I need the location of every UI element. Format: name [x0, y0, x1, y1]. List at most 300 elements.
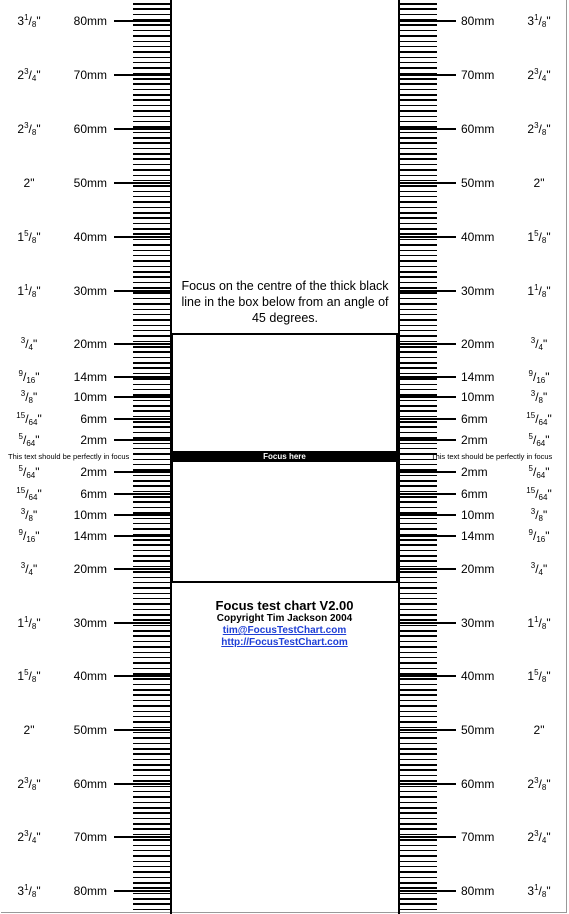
ruler-minor-tick-left — [133, 292, 170, 294]
ruler-minor-tick-left — [133, 839, 170, 841]
ruler-major-tick-right — [400, 514, 456, 516]
inch-label-left: $^9/_{16}$" — [18, 369, 40, 385]
ruler-minor-tick-right — [400, 400, 437, 402]
ruler-minor-tick-right — [400, 201, 437, 203]
ruler-minor-tick-left — [133, 260, 170, 262]
ruler-minor-tick-left — [133, 201, 170, 203]
ruler-minor-tick-left — [133, 459, 170, 461]
ruler-major-tick-right — [400, 290, 456, 292]
ruler-minor-tick-left — [133, 35, 170, 37]
ruler-minor-tick-left — [133, 244, 170, 246]
ruler-minor-tick-left — [133, 737, 170, 739]
ruler-minor-tick-left — [133, 753, 170, 755]
ruler-minor-tick-right — [400, 303, 437, 305]
ruler-minor-tick-left — [133, 828, 170, 830]
inch-label-left: $1^5/_8$" — [17, 668, 41, 684]
ruler-minor-tick-left — [133, 705, 170, 707]
ruler-minor-tick-right — [400, 94, 437, 96]
ruler-minor-tick-right — [400, 861, 437, 863]
mm-label-right: 30mm — [461, 284, 495, 298]
ruler-major-tick-right — [400, 783, 456, 785]
ruler-major-tick-right — [400, 471, 456, 473]
ruler-major-tick-left — [114, 622, 170, 624]
ruler-minor-tick-left — [133, 298, 170, 300]
ruler-minor-tick-right — [400, 593, 437, 595]
ruler-minor-tick-left — [133, 571, 170, 573]
ruler-minor-tick-right — [400, 603, 437, 605]
ruler-minor-tick-right — [400, 630, 437, 632]
mm-label-left: 60mm — [73, 122, 107, 136]
ruler-minor-tick-left — [133, 577, 170, 579]
mm-label-left: 70mm — [73, 68, 107, 82]
ruler-minor-tick-right — [400, 839, 437, 841]
ruler-minor-tick-right — [400, 46, 437, 48]
ruler-minor-tick-left — [133, 560, 170, 562]
ruler-minor-tick-left — [133, 818, 170, 820]
ruler-minor-tick-right — [400, 464, 437, 466]
inch-label-right: $^5/_{64}$" — [528, 464, 550, 480]
ruler-minor-tick-left — [133, 528, 170, 530]
mm-label-left: 80mm — [73, 884, 107, 898]
ruler-minor-tick-left — [133, 169, 170, 171]
inch-label-left: 2" — [23, 723, 35, 737]
ruler-minor-tick-right — [400, 142, 437, 144]
ruler-minor-tick-right — [400, 432, 437, 434]
ruler-major-tick-left — [114, 396, 170, 398]
ruler-major-tick-right — [400, 729, 456, 731]
mm-label-left: 50mm — [73, 176, 107, 190]
mm-label-right: 80mm — [461, 14, 495, 28]
mm-label-right: 40mm — [461, 230, 495, 244]
ruler-minor-tick-left — [133, 485, 170, 487]
mm-label-left: 20mm — [73, 562, 107, 576]
inch-label-right: $1^1/_8$" — [527, 615, 551, 631]
ruler-minor-tick-left — [133, 158, 170, 160]
ruler-minor-tick-left — [133, 464, 170, 466]
ruler-minor-tick-right — [400, 555, 437, 557]
ruler-minor-tick-right — [400, 855, 437, 857]
mm-label-left: 2mm — [80, 465, 107, 479]
ruler-minor-tick-right — [400, 292, 437, 294]
ruler-minor-tick-left — [133, 330, 170, 332]
ruler-major-tick-right — [400, 74, 456, 76]
ruler-minor-tick-right — [400, 812, 437, 814]
ruler-minor-tick-left — [133, 635, 170, 637]
ruler-minor-tick-right — [400, 764, 437, 766]
ruler-minor-tick-left — [133, 116, 170, 118]
ruler-minor-tick-right — [400, 282, 437, 284]
inch-label-left: $3^1/_8$" — [17, 883, 41, 899]
ruler-minor-tick-right — [400, 866, 437, 868]
ruler-minor-tick-right — [400, 769, 437, 771]
ruler-minor-tick-left — [133, 630, 170, 632]
ruler-minor-tick-right — [400, 775, 437, 777]
mm-label-left: 10mm — [73, 390, 107, 404]
mm-label-right: 50mm — [461, 723, 495, 737]
ruler-minor-tick-right — [400, 330, 437, 332]
ruler-minor-tick-left — [133, 228, 170, 230]
mm-label-right: 6mm — [461, 412, 488, 426]
ruler-minor-tick-left — [133, 164, 170, 166]
ruler-minor-tick-right — [400, 539, 437, 541]
ruler-minor-tick-left — [133, 346, 170, 348]
ruler-minor-tick-right — [400, 309, 437, 311]
ruler-minor-tick-left — [133, 893, 170, 895]
ruler-major-tick-right — [400, 836, 456, 838]
ruler-minor-tick-left — [133, 223, 170, 225]
ruler-minor-tick-right — [400, 705, 437, 707]
mm-label-left: 70mm — [73, 830, 107, 844]
ruler-minor-tick-right — [400, 410, 437, 412]
ruler-minor-tick-right — [400, 24, 437, 26]
ruler-major-tick-right — [400, 128, 456, 130]
ruler-minor-tick-left — [133, 94, 170, 96]
ruler-minor-tick-right — [400, 175, 437, 177]
ruler-minor-tick-left — [133, 871, 170, 873]
ruler-minor-tick-left — [133, 266, 170, 268]
inch-label-right: $^{15}/_{64}$" — [526, 411, 552, 427]
mm-label-right: 14mm — [461, 529, 495, 543]
inch-label-right: $1^1/_8$" — [527, 283, 551, 299]
inch-label-right: $2^3/_4$" — [527, 67, 551, 83]
ruler-minor-tick-left — [133, 373, 170, 375]
mm-label-left: 50mm — [73, 723, 107, 737]
mm-label-left: 30mm — [73, 284, 107, 298]
ruler-minor-tick-left — [133, 325, 170, 327]
ruler-minor-tick-right — [400, 421, 437, 423]
ruler-minor-tick-left — [133, 14, 170, 16]
ruler-major-tick-left — [114, 236, 170, 238]
mm-label-left: 6mm — [80, 487, 107, 501]
mm-label-right: 60mm — [461, 777, 495, 791]
ruler-minor-tick-right — [400, 480, 437, 482]
inch-label-left: $^{15}/_{64}$" — [16, 411, 42, 427]
ruler-minor-tick-left — [133, 657, 170, 659]
ruler-minor-tick-right — [400, 367, 437, 369]
ruler-minor-tick-right — [400, 727, 437, 729]
ruler-minor-tick-left — [133, 823, 170, 825]
ruler-minor-tick-left — [133, 555, 170, 557]
side-note-right: This text should be perfectly in focus — [431, 452, 553, 461]
ruler-minor-tick-right — [400, 35, 437, 37]
ruler-minor-tick-right — [400, 780, 437, 782]
ruler-minor-tick-left — [133, 903, 170, 905]
ruler-minor-tick-right — [400, 384, 437, 386]
ruler-major-tick-right — [400, 493, 456, 495]
mm-label-right: 2mm — [461, 433, 488, 447]
ruler-minor-tick-right — [400, 507, 437, 509]
mm-label-left: 30mm — [73, 616, 107, 630]
ruler-minor-tick-right — [400, 389, 437, 391]
ruler-minor-tick-right — [400, 373, 437, 375]
ruler-minor-tick-left — [133, 523, 170, 525]
ruler-minor-tick-left — [133, 3, 170, 5]
ruler-minor-tick-right — [400, 239, 437, 241]
ruler-minor-tick-right — [400, 378, 437, 380]
ruler-minor-tick-right — [400, 51, 437, 53]
ruler-minor-tick-left — [133, 137, 170, 139]
ruler-minor-tick-left — [133, 8, 170, 10]
ruler-minor-tick-left — [133, 287, 170, 289]
inch-label-right: 2" — [533, 176, 545, 190]
ruler-minor-tick-right — [400, 314, 437, 316]
ruler-minor-tick-left — [133, 24, 170, 26]
ruler-minor-tick-right — [400, 598, 437, 600]
ruler-minor-tick-right — [400, 105, 437, 107]
ruler-minor-tick-right — [400, 57, 437, 59]
ruler-minor-tick-right — [400, 711, 437, 713]
ruler-minor-tick-right — [400, 319, 437, 321]
ruler-minor-tick-right — [400, 909, 437, 911]
ruler-minor-tick-left — [133, 582, 170, 584]
ruler-minor-tick-left — [133, 314, 170, 316]
mm-label-right: 20mm — [461, 337, 495, 351]
website-link[interactable]: http://FocusTestChart.com — [221, 637, 348, 648]
ruler-minor-tick-right — [400, 903, 437, 905]
ruler-minor-tick-right — [400, 823, 437, 825]
ruler-minor-tick-right — [400, 346, 437, 348]
inch-label-right: $^5/_{64}$" — [528, 432, 550, 448]
ruler-minor-tick-right — [400, 544, 437, 546]
ruler-minor-tick-right — [400, 271, 437, 273]
ruler-minor-tick-right — [400, 796, 437, 798]
ruler-minor-tick-right — [400, 99, 437, 101]
inch-label-right: $^3/_8$" — [530, 507, 548, 523]
mm-label-left: 40mm — [73, 669, 107, 683]
ruler-minor-tick-left — [133, 148, 170, 150]
ruler-minor-tick-left — [133, 689, 170, 691]
ruler-minor-tick-left — [133, 593, 170, 595]
ruler-minor-tick-right — [400, 882, 437, 884]
ruler-minor-tick-right — [400, 121, 437, 123]
ruler-minor-tick-left — [133, 614, 170, 616]
ruler-minor-tick-left — [133, 309, 170, 311]
ruler-minor-tick-left — [133, 99, 170, 101]
ruler-minor-tick-right — [400, 635, 437, 637]
ruler-minor-tick-right — [400, 818, 437, 820]
inch-label-left: $^3/_8$" — [20, 507, 38, 523]
ruler-minor-tick-right — [400, 169, 437, 171]
inch-label-right: $^{15}/_{64}$" — [526, 486, 552, 502]
ruler-minor-tick-right — [400, 828, 437, 830]
ruler-minor-tick-right — [400, 786, 437, 788]
ruler-major-tick-left — [114, 20, 170, 22]
ruler-minor-tick-left — [133, 448, 170, 450]
ruler-minor-tick-right — [400, 732, 437, 734]
ruler-minor-tick-left — [133, 89, 170, 91]
ruler-minor-tick-left — [133, 539, 170, 541]
ruler-minor-tick-right — [400, 89, 437, 91]
ruler-minor-tick-right — [400, 748, 437, 750]
ruler-minor-tick-left — [133, 196, 170, 198]
ruler-minor-tick-left — [133, 303, 170, 305]
ruler-minor-tick-left — [133, 384, 170, 386]
ruler-minor-tick-left — [133, 652, 170, 654]
ruler-minor-tick-right — [400, 62, 437, 64]
inch-label-left: 2" — [23, 176, 35, 190]
mm-label-right: 2mm — [461, 465, 488, 479]
ruler-minor-tick-left — [133, 791, 170, 793]
inch-label-left: $2^3/_4$" — [17, 829, 41, 845]
inch-label-right: $2^3/_4$" — [527, 829, 551, 845]
ruler-minor-tick-right — [400, 485, 437, 487]
ruler-minor-tick-right — [400, 185, 437, 187]
ruler-minor-tick-right — [400, 850, 437, 852]
ruler-minor-tick-right — [400, 164, 437, 166]
chart-title-block — [171, 598, 398, 649]
ruler-minor-tick-right — [400, 582, 437, 584]
ruler-minor-tick-left — [133, 727, 170, 729]
mm-label-right: 60mm — [461, 122, 495, 136]
inch-label-left: $2^3/_8$" — [17, 776, 41, 792]
ruler-major-tick-left — [114, 836, 170, 838]
ruler-minor-tick-right — [400, 287, 437, 289]
inch-label-right: $^3/_8$" — [530, 389, 548, 405]
ruler-minor-tick-right — [400, 475, 437, 477]
ruler-minor-tick-right — [400, 448, 437, 450]
ruler-minor-tick-right — [400, 523, 437, 525]
ruler-minor-tick-right — [400, 153, 437, 155]
ruler-minor-tick-left — [133, 421, 170, 423]
mm-label-left: 80mm — [73, 14, 107, 28]
ruler-minor-tick-left — [133, 389, 170, 391]
ruler-minor-tick-left — [133, 475, 170, 477]
ruler-minor-tick-left — [133, 625, 170, 627]
ruler-minor-tick-left — [133, 416, 170, 418]
ruler-minor-tick-left — [133, 62, 170, 64]
ruler-major-tick-left — [114, 890, 170, 892]
ruler-minor-tick-left — [133, 769, 170, 771]
ruler-minor-tick-left — [133, 850, 170, 852]
ruler-minor-tick-left — [133, 662, 170, 664]
mm-label-left: 40mm — [73, 230, 107, 244]
ruler-minor-tick-right — [400, 668, 437, 670]
ruler-minor-tick-left — [133, 41, 170, 43]
ruler-minor-tick-left — [133, 855, 170, 857]
ruler-minor-tick-left — [133, 78, 170, 80]
ruler-minor-tick-right — [400, 560, 437, 562]
inch-label-right: $^3/_4$" — [530, 336, 548, 352]
ruler-minor-tick-left — [133, 362, 170, 364]
ruler-major-tick-left — [114, 471, 170, 473]
inch-label-left: $^3/_4$" — [20, 561, 38, 577]
ruler-major-tick-left — [114, 783, 170, 785]
ruler-minor-tick-right — [400, 298, 437, 300]
ruler-minor-tick-right — [400, 528, 437, 530]
ruler-minor-tick-right — [400, 641, 437, 643]
ruler-minor-tick-left — [133, 748, 170, 750]
instruction-text: Focus on the centre of the thick black line in the box below from an angle of 45 degrees. — [181, 279, 389, 325]
mm-label-left: 20mm — [73, 337, 107, 351]
ruler-minor-tick-left — [133, 185, 170, 187]
ruler-minor-tick-right — [400, 260, 437, 262]
ruler-minor-tick-left — [133, 898, 170, 900]
ruler-minor-tick-left — [133, 609, 170, 611]
ruler-minor-tick-right — [400, 351, 437, 353]
ruler-minor-tick-left — [133, 775, 170, 777]
inch-label-right: 2" — [533, 723, 545, 737]
ruler-minor-tick-left — [133, 807, 170, 809]
ruler-minor-tick-right — [400, 678, 437, 680]
ruler-minor-tick-right — [400, 577, 437, 579]
ruler-minor-tick-right — [400, 405, 437, 407]
ruler-minor-tick-left — [133, 432, 170, 434]
ruler-minor-tick-left — [133, 603, 170, 605]
ruler-minor-tick-right — [400, 191, 437, 193]
ruler-minor-tick-left — [133, 743, 170, 745]
inch-label-left: $1^1/_8$" — [17, 615, 41, 631]
ruler-minor-tick-left — [133, 453, 170, 455]
mm-label-right: 40mm — [461, 669, 495, 683]
mm-label-right: 20mm — [461, 562, 495, 576]
ruler-minor-tick-left — [133, 646, 170, 648]
ruler-minor-tick-right — [400, 325, 437, 327]
ruler-minor-tick-right — [400, 341, 437, 343]
mm-label-left: 2mm — [80, 433, 107, 447]
ruler-minor-tick-right — [400, 887, 437, 889]
ruler-minor-tick-right — [400, 217, 437, 219]
inch-label-right: $3^1/_8$" — [527, 13, 551, 29]
ruler-major-tick-right — [400, 890, 456, 892]
ruler-minor-tick-right — [400, 743, 437, 745]
ruler-major-tick-right — [400, 622, 456, 624]
ruler-minor-tick-right — [400, 207, 437, 209]
ruler-minor-tick-left — [133, 410, 170, 412]
inch-label-left: $2^3/_8$" — [17, 121, 41, 137]
ruler-minor-tick-right — [400, 233, 437, 235]
ruler-minor-tick-right — [400, 871, 437, 873]
ruler-major-tick-left — [114, 343, 170, 345]
ruler-minor-tick-right — [400, 700, 437, 702]
inch-label-right: $3^1/_8$" — [527, 883, 551, 899]
ruler-minor-tick-left — [133, 598, 170, 600]
ruler-minor-tick-right — [400, 652, 437, 654]
ruler-minor-tick-right — [400, 426, 437, 428]
ruler-minor-tick-left — [133, 711, 170, 713]
ruler-minor-tick-left — [133, 759, 170, 761]
ruler-minor-tick-left — [133, 764, 170, 766]
ruler-minor-tick-left — [133, 341, 170, 343]
ruler-minor-tick-left — [133, 367, 170, 369]
ruler-minor-tick-left — [133, 780, 170, 782]
ruler-minor-tick-right — [400, 737, 437, 739]
ruler-minor-tick-right — [400, 276, 437, 278]
ruler-minor-tick-right — [400, 898, 437, 900]
ruler-major-tick-right — [400, 675, 456, 677]
ruler-minor-tick-right — [400, 196, 437, 198]
ruler-minor-tick-right — [400, 802, 437, 804]
ruler-minor-tick-right — [400, 148, 437, 150]
ruler-minor-tick-right — [400, 132, 437, 134]
ruler-major-tick-right — [400, 376, 456, 378]
ruler-minor-tick-left — [133, 233, 170, 235]
ruler-minor-tick-left — [133, 255, 170, 257]
inch-label-left: $1^1/_8$" — [17, 283, 41, 299]
ruler-minor-tick-left — [133, 501, 170, 503]
email-link[interactable]: tim@FocusTestChart.com — [222, 625, 347, 636]
chart-title: Focus test chart V2.00 — [215, 598, 354, 613]
ruler-minor-tick-left — [133, 276, 170, 278]
ruler-minor-tick-right — [400, 518, 437, 520]
ruler-minor-tick-right — [400, 791, 437, 793]
mm-label-left: 14mm — [73, 370, 107, 384]
ruler-major-tick-left — [114, 376, 170, 378]
ruler-minor-tick-left — [133, 250, 170, 252]
inch-label-left: $2^3/_4$" — [17, 67, 41, 83]
ruler-minor-tick-right — [400, 67, 437, 69]
ruler-minor-tick-left — [133, 217, 170, 219]
ruler-minor-tick-left — [133, 507, 170, 509]
